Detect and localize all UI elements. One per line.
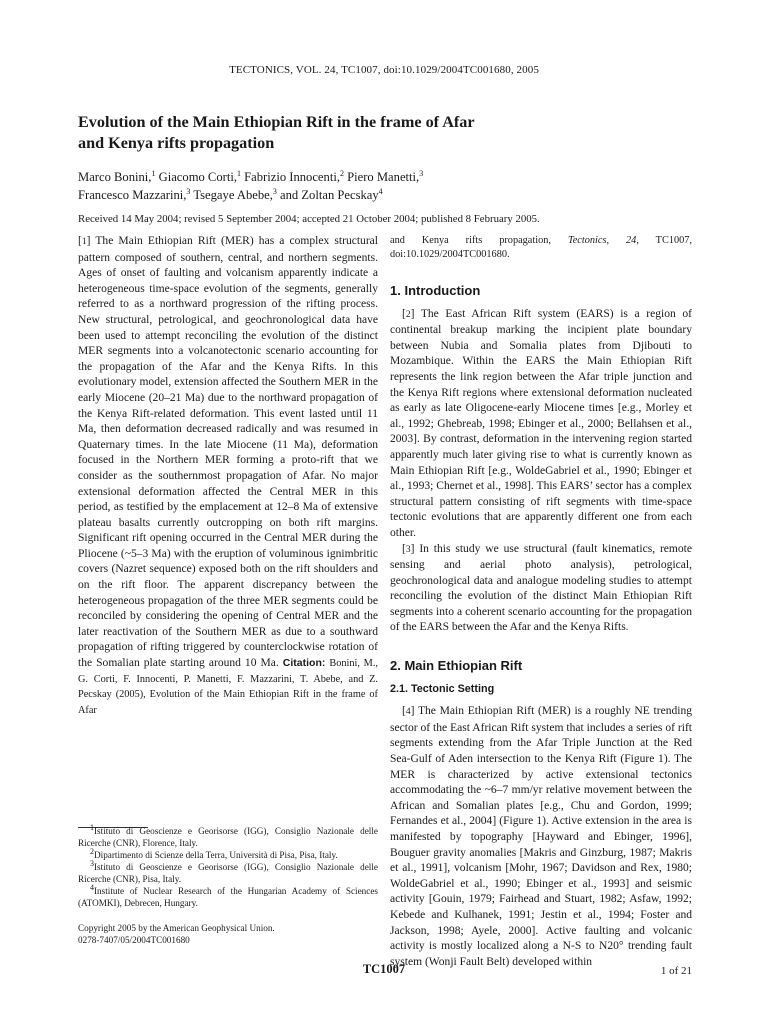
citation-text: Bonini, M., G. Corti, F. Innocenti, P. Manetti, F. Mazzarini, T. Abebe, and Z. Pecskay (2005), Evolution of the Main Ethiopian Rift in the frame of Afar [78, 658, 378, 716]
title-line-2: and Kenya rifts propagation [78, 134, 275, 152]
author: Tsegaye Abebe,$^3$ [193, 186, 277, 202]
received-dates: Received 14 May 2004; revised 5 September 2004; accepted 21 October 2004; published 8 February 2005. [78, 213, 540, 225]
author: Francesco Mazzarini,$^3$ [78, 186, 191, 202]
running-head: TECTONICS, VOL. 24, TC1007, doi:10.1029/2004TC001680, 2005 [229, 64, 539, 76]
subsection-heading-tectonic-setting: 2.1. Tectonic Setting [390, 682, 495, 695]
author: and Zoltan Pecskay$^4$ [280, 186, 383, 202]
article-title [78, 112, 678, 154]
footnote: $^4$Institute of Nuclear Research of the Hungarian Academy of Sciences (ATOMKI), Debrecen, Hungary. [78, 882, 378, 908]
citation-label: Citation: [282, 657, 326, 670]
copyright-notice: Copyright 2005 by the American Geophysical Union. 0278-7407/05/2004TC001680 [78, 922, 378, 946]
footnote: $^1$Istituto di Geoscienze e Georisorse (IGG), Consiglio Nazionale delle Ricerche (CNR), Florence, Italy. [78, 822, 378, 848]
paragraph-2: [2] The East African Rift system (EARS) is a region of continental breakup marking the incipient plate boundary between Nubia and Somalia plates from Djibouti to Mozambique. Within the EARS the Main Ethiopian Rift represents the link region between the Afar triple junction and the Kenya Rift regions where extensional deformation nucleated as early as late Oligocene-early Miocene times [e.g., Morley et al., 1992; Ghebreab, 1998; Ebinger et al., 2000; Bellahsen et al., 2003]. By contrast, deformation in the intervening region started apparently much later giving rise to what is currently known as Main Ethiopian Rift [e.g., WoldeGabriel et al., 1990; Ebinger et al., 1993; Chernet et al., 1998]. This EARS’ sector has a complex structural pattern consisting of rift segments with time-space tectonic evolutions that are apparently different one from each other. [390, 307, 692, 539]
author: Fabrizio Innocenti,$^2$ [244, 168, 344, 184]
paragraph-4: [4] The Main Ethiopian Rift (MER) is a roughly NE trending sector of the East African Rift system that includes a series of rift segments extending from the Afar Triple Junction at the Red Sea-Gulf of Aden intersection to the Kenya Rift (Figure 1). The MER is characterized by active extensional tectonics accommodating the ~6–7 mm/yr relative movement between the African and Somalian plates [e.g., Chu and Gordon, 1999; Fernandes et al., 2004] (Figure 1). Active extension in the area is manifested by topography [Hayward and Ebinger, 1996], Bouguer gravity anomalies [Makris and Ginzburg, 1987; Makris et al., 1991], volcanism [Mohr, 1967; Davidson and Rex, 1980; WoldeGabriel et al., 1990; Ebinger et al., 1993] and seismic activity [Gouin, 1979; Fairhead and Stuart, 1982; Asfaw, 1992; Kebede and Kulhanek, 1991; Jestin et al., 1994; Foster and Jackson, 1998; Ayele, 2000]. Active faulting and volcanic activity is mostly localized along a N-S to N20° trending fault system (Wonji Fault Belt) developed within [390, 705, 692, 968]
section-heading-main-ethiopian-rift: 2. Main Ethiopian Rift [390, 658, 523, 674]
page-number: 1 of 21 [660, 965, 692, 977]
author: Piero Manetti,$^3$ [347, 168, 424, 184]
footnote: $^2$Dipartimento di Scienze della Terra, Università di Pisa, Pisa, Italy. [90, 846, 338, 860]
author-list [78, 168, 698, 204]
article-code: 0278-7407/05/2004TC001680 [78, 935, 190, 945]
abstract [78, 234, 378, 718]
section-heading-introduction: 1. Introduction [390, 283, 481, 298]
author: Marco Bonini,$^1$ [78, 168, 156, 184]
paragraph-number: [1] [78, 235, 91, 247]
footnote: $^3$Istituto di Geoscienze e Georisorse (IGG), Consiglio Nazionale delle Ricerche (CNR), Pisa, Italy. [78, 858, 378, 884]
author: Giacomo Corti,$^1$ [158, 168, 241, 184]
title-line-1: Evolution of the Main Ethiopian Rift in the frame of Afar [78, 113, 475, 131]
right-column [390, 234, 692, 970]
article-id: TC1007 [362, 962, 406, 976]
paragraph-3: [3] In this study we use structural (fault kinematics, remote sensing and aerial photo analysis), petrological, geochronological data and analogue modeling studies to attempt reconciling the evolution of the distinct Main Ethiopian Rift segments into a coherent scenario accounting for the propagation of the EARS between the Afar and the Kenya Rifts. [390, 542, 692, 634]
abstract-text: [1] The Main Ethiopian Rift (MER) has a complex structural pattern composed of southern, central, and northern segments. Ages of onset of faulting and volcanism apparently indicate a heterogeneous time-space evolution of the segments, generally referred to as a northward progression of the rifting process. New structural, petrological, and geochronological data have been used to attempt reconciling the evolution of the distinct MER segments into a volcanotectonic scenario accounting for the propagation of the Afar and the Kenya Rifts. In this evolutionary model, extension affected the Southern MER in the early Miocene (20–21 Ma) due to the northward propagation of the Kenya Rift-related deformation. This event lasted until 11 Ma, then deformation decreased radically and was resumed in Quaternary times. In the late Miocene (11 Ma), deformation focused in the Northern MER forming a proto-rift that we consider as the southernmost propagation of Afar. No major extensional deformation affected the Central MER in this period, as testified by the emplacement at 12–8 Ma of extensive plateau basalts currently outcropping on both rift margins. Significant rift opening occurred in the Central MER during the Pliocene (~5–3 Ma) with the eruption of voluminous ignimbritic covers (Nazret sequence) exposed both on the rift shoulders and on the rift floor. The apparent discrepancy between the heterogeneous propagation of the three MER segments could be reconciled by considering the opening of Central MER and the later reactivation of the Southern MER as due to a southward propagation of rifting triggered by counterclockwise rotation of the Somalian plate starting around 10 Ma. Citation: Bonini, M., G. Corti, F. Innocenti, P. Manetti, F. Mazzarini, T. Abebe, and Z. Pecskay (2005), Evolution of the Main Ethiopian Rift in the frame of Afar [78, 235, 378, 716]
footnotes [78, 822, 378, 909]
citation-continuation: and Kenya rifts propagation, Tectonics, 24, TC1007, doi:10.1029/2004TC001680. [390, 235, 692, 260]
